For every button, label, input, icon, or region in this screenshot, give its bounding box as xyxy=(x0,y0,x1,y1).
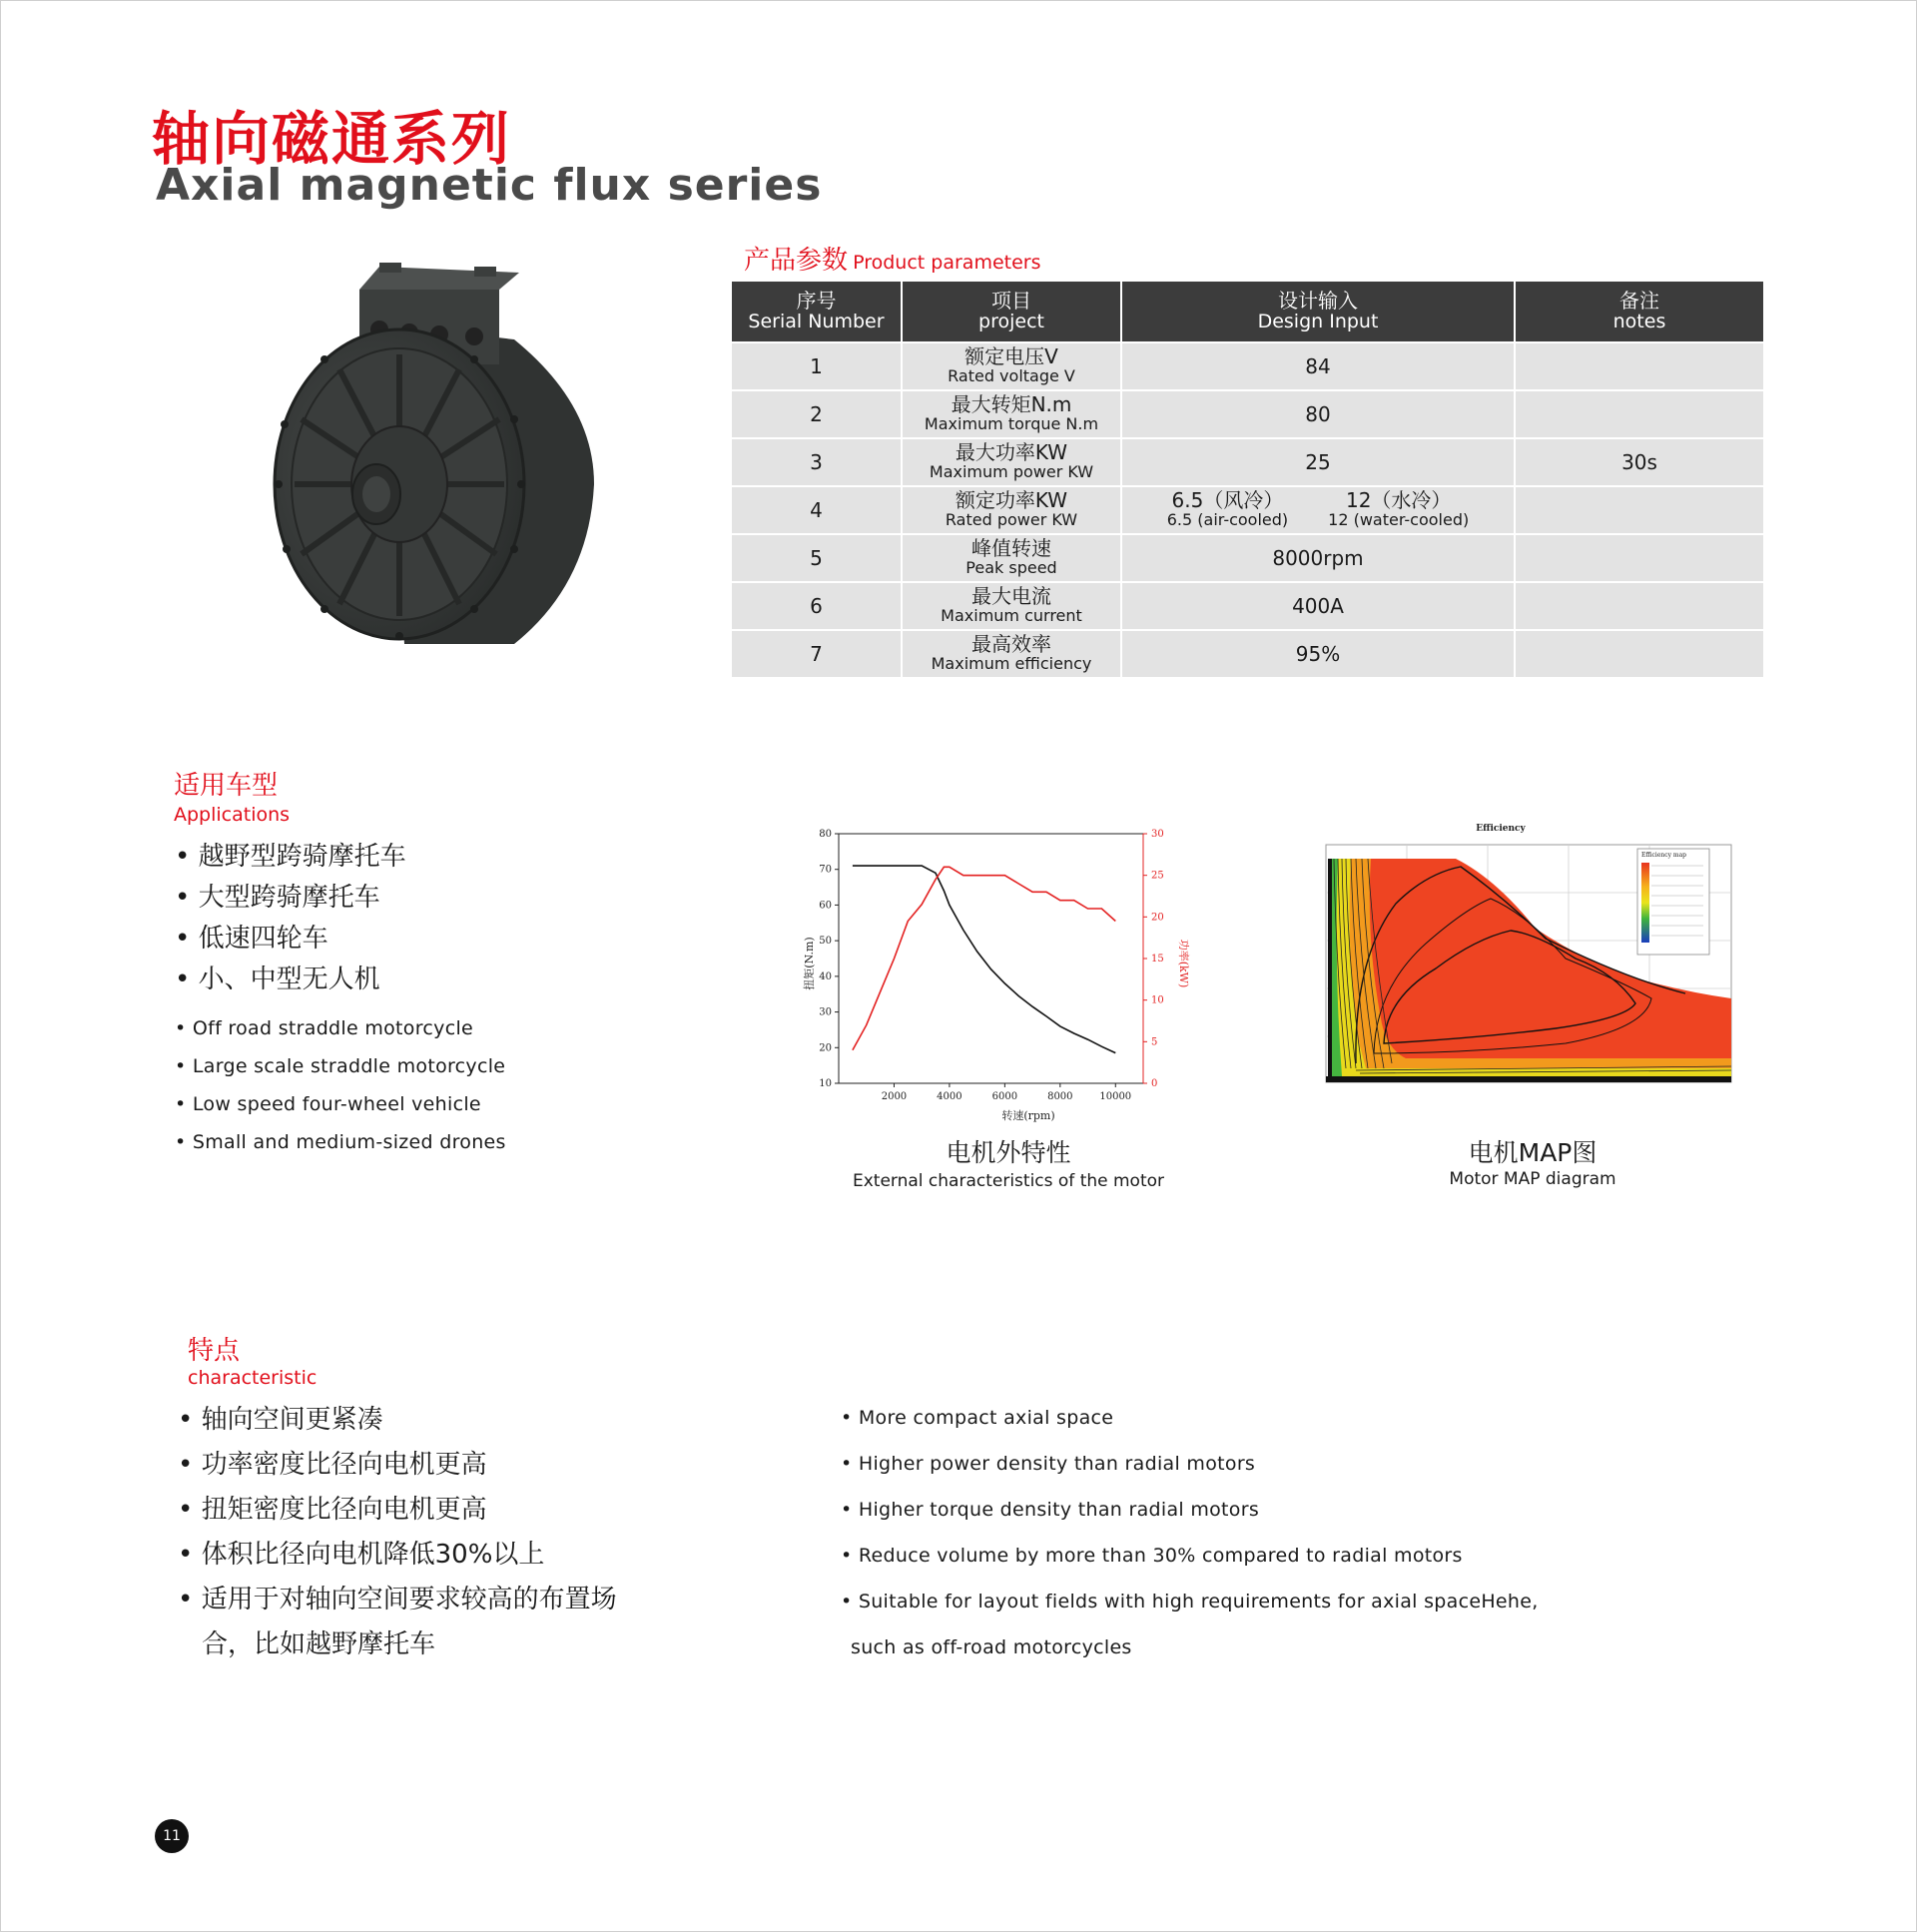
list-item: • Off road straddle motorcycle xyxy=(175,1017,474,1039)
cell-note xyxy=(1515,342,1763,390)
table-row xyxy=(732,438,1763,486)
applications-heading xyxy=(174,765,290,826)
params-table xyxy=(732,282,1763,677)
characteristics-heading-en: characteristic xyxy=(188,1367,318,1389)
y2-tick-label: 30 xyxy=(1151,829,1164,840)
y2-tick-label: 15 xyxy=(1151,954,1164,965)
chart-y2label: 功率(kW) xyxy=(1177,939,1190,988)
list-item: • Suitable for layout fields with high requirements for axial spaceHehe, xyxy=(841,1591,1539,1612)
table-row xyxy=(732,630,1763,677)
y-tick-label: 70 xyxy=(819,864,832,876)
cell-value: 400A xyxy=(1121,582,1515,630)
list-item: • 功率密度比径向电机更高 xyxy=(178,1450,487,1480)
cell-note xyxy=(1515,534,1763,582)
cell-item: 最大转矩N.m Maximum torque N.m xyxy=(902,390,1121,438)
y-tick-label: 30 xyxy=(819,1006,832,1018)
y-tick-label: 80 xyxy=(819,829,832,840)
chart1-caption xyxy=(852,1133,1165,1191)
y2-tick-label: 0 xyxy=(1151,1078,1158,1089)
motor-product-image xyxy=(265,255,614,654)
list-item: • Small and medium-sized drones xyxy=(175,1131,506,1153)
cell-value: 80 xyxy=(1121,390,1515,438)
list-item-continuation: such as off-road motorcycles xyxy=(851,1636,1132,1658)
y-tick-label: 40 xyxy=(819,970,832,982)
list-item: • 大型跨骑摩托车 xyxy=(175,883,380,913)
page-title-en: Axial magnetic flux series xyxy=(156,160,823,211)
params-table-header-row xyxy=(732,282,1763,342)
page-title-cn: 轴向磁通系列 xyxy=(152,105,512,173)
list-item: • 低速四轮车 xyxy=(175,924,328,954)
chart1-title-en: External characteristics of the motor xyxy=(852,1171,1165,1191)
value-water-cooled: 12（水冷） 12 (water-cooled) xyxy=(1328,488,1470,529)
cell-serial: 7 xyxy=(732,630,902,677)
y-tick-label: 50 xyxy=(819,936,832,948)
characteristics-list-en xyxy=(841,1395,1539,1670)
y-tick-label: 20 xyxy=(819,1042,832,1054)
cell-item: 额定功率KW Rated power KW xyxy=(902,486,1121,534)
table-row xyxy=(732,390,1763,438)
characteristics-list-cn xyxy=(178,1398,617,1667)
list-item: • Reduce volume by more than 30% compared to radial motors xyxy=(841,1545,1463,1567)
x-tick-label: 4000 xyxy=(937,1091,962,1102)
cell-serial: 1 xyxy=(732,342,902,390)
table-row xyxy=(732,534,1763,582)
y-tick-label: 10 xyxy=(819,1078,832,1089)
applications-list-en xyxy=(175,1009,506,1161)
cell-serial: 4 xyxy=(732,486,902,534)
cell-serial: 5 xyxy=(732,534,902,582)
cell-item: 最大功率KW Maximum power KW xyxy=(902,438,1121,486)
cell-serial: 6 xyxy=(732,582,902,630)
cell-value xyxy=(1121,486,1515,534)
cell-item: 最大电流 Maximum current xyxy=(902,582,1121,630)
chart-ylabel: 扭矩(N.m) xyxy=(803,937,816,990)
col-header-notes: 备注 notes xyxy=(1515,282,1763,342)
list-item: • Higher torque density than radial motors xyxy=(841,1499,1260,1521)
x-tick-label: 6000 xyxy=(991,1091,1018,1102)
motor-efficiency-map xyxy=(1296,819,1743,1088)
list-item: • Higher power density than radial motors xyxy=(841,1453,1256,1475)
power-curve xyxy=(853,867,1115,1049)
applications-heading-en: Applications xyxy=(174,804,291,826)
table-row xyxy=(732,582,1763,630)
col-header-serial: 序号 Serial Number xyxy=(732,282,902,342)
table-row xyxy=(732,486,1763,534)
params-heading xyxy=(744,240,1041,277)
chart1-title-cn: 电机外特性 xyxy=(946,1138,1071,1167)
cell-value: 84 xyxy=(1121,342,1515,390)
applications-list-cn xyxy=(175,837,406,1000)
list-item: • 体积比径向电机降低30%以上 xyxy=(178,1540,545,1570)
torque-curve xyxy=(853,866,1115,1053)
chart2-title-en: Motor MAP diagram xyxy=(1449,1169,1616,1189)
list-item: • 小、中型无人机 xyxy=(175,965,380,994)
list-item: • 扭矩密度比径向电机更高 xyxy=(178,1495,487,1525)
x-tick-label: 8000 xyxy=(1047,1091,1073,1102)
external-characteristics-chart xyxy=(789,824,1190,1123)
cell-note xyxy=(1515,582,1763,630)
col-header-project: 项目 project xyxy=(902,282,1121,342)
params-heading-cn: 产品参数 xyxy=(744,246,849,276)
cell-item: 峰值转速 Peak speed xyxy=(902,534,1121,582)
list-item-continuation: 合，比如越野摩托车 xyxy=(202,1629,436,1659)
characteristics-heading xyxy=(188,1330,317,1389)
col-header-design-input: 设计输入 Design Input xyxy=(1121,282,1515,342)
y2-tick-label: 25 xyxy=(1151,870,1164,882)
cell-note xyxy=(1515,486,1763,534)
page-number: 11 xyxy=(155,1819,189,1853)
cell-value: 95% xyxy=(1121,630,1515,677)
chart2-caption xyxy=(1383,1133,1682,1189)
characteristics-heading-cn: 特点 xyxy=(188,1336,241,1366)
chart-xlabel: 转速(rpm) xyxy=(1001,1109,1055,1122)
cell-item: 额定电压V Rated voltage V xyxy=(902,342,1121,390)
list-item: • More compact axial space xyxy=(841,1407,1114,1429)
chart-plot-frame xyxy=(839,834,1143,1083)
y2-tick-label: 10 xyxy=(1151,994,1164,1006)
cell-serial: 2 xyxy=(732,390,902,438)
cell-serial: 3 xyxy=(732,438,902,486)
y2-tick-label: 20 xyxy=(1151,912,1164,924)
y-tick-label: 60 xyxy=(819,900,832,912)
applications-heading-cn: 适用车型 xyxy=(174,771,279,801)
list-item: • 越野型跨骑摩托车 xyxy=(175,842,406,872)
map-legend-title: Efficiency map xyxy=(1641,852,1687,859)
params-heading-en: Product parameters xyxy=(853,252,1041,274)
list-item: • 适用于对轴向空间要求较高的布置场 xyxy=(178,1585,617,1614)
x-tick-label: 10000 xyxy=(1099,1091,1132,1102)
cell-value: 25 xyxy=(1121,438,1515,486)
map-header: Efficiency xyxy=(1476,824,1526,834)
x-tick-label: 2000 xyxy=(881,1091,908,1102)
chart2-title-cn: 电机MAP图 xyxy=(1468,1138,1598,1167)
table-row xyxy=(732,342,1763,390)
y2-tick-label: 5 xyxy=(1151,1036,1158,1048)
list-item: • Large scale straddle motorcycle xyxy=(175,1055,506,1077)
cell-value: 8000rpm xyxy=(1121,534,1515,582)
value-air-cooled: 6.5（风冷） 6.5 (air-cooled) xyxy=(1166,488,1289,529)
list-item: • Low speed four-wheel vehicle xyxy=(175,1093,481,1115)
cell-note xyxy=(1515,390,1763,438)
cell-item: 最高效率 Maximum efficiency xyxy=(902,630,1121,677)
cell-note: 30s xyxy=(1515,438,1763,486)
cell-note xyxy=(1515,630,1763,677)
list-item: • 轴向空间更紧凑 xyxy=(178,1405,383,1435)
